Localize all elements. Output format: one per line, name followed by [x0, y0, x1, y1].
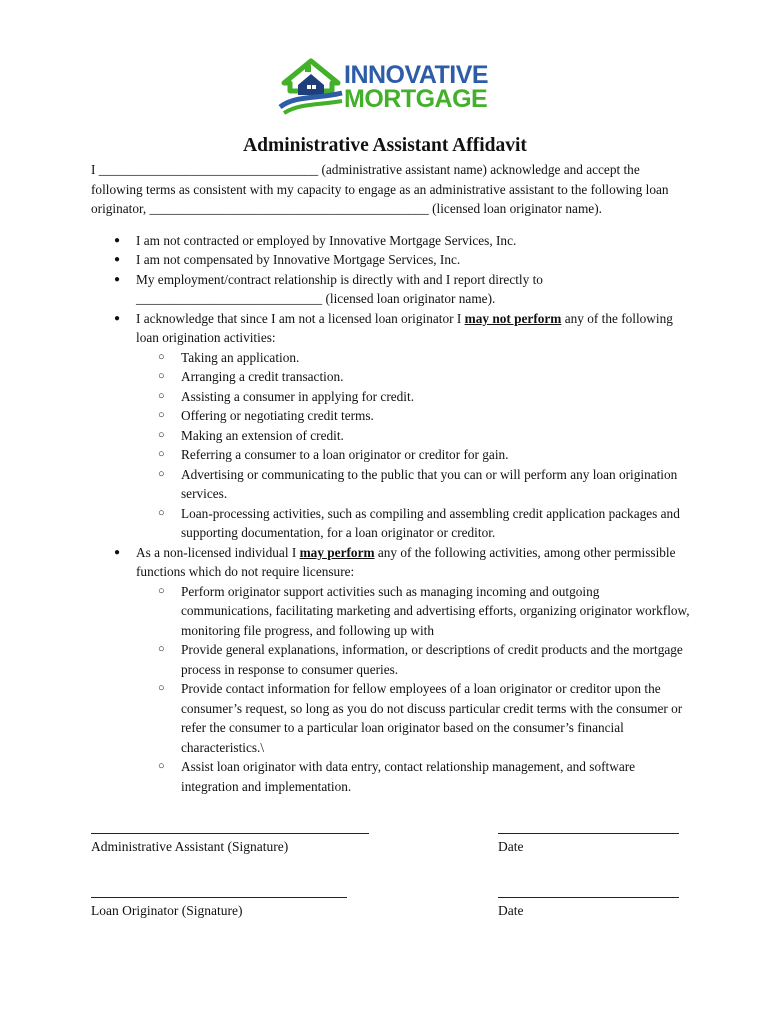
logo-line1: INNOVATIVE	[344, 61, 489, 89]
assistant-signature-line[interactable]	[91, 833, 369, 834]
list-item: ○ Assisting a consumer in applying for credit.	[181, 387, 691, 407]
list-text: any of the following loan origination activities:	[136, 310, 673, 345]
list-item: ○ Loan-processing activities, such as compiling and assembling credit application packages and supporting documentation, for a loan originator or creditor.	[181, 504, 691, 543]
prohibited-activities-list	[136, 348, 691, 543]
date-line-2[interactable]	[498, 897, 679, 898]
logo-line2: MORTGAGE	[344, 85, 488, 113]
list-item: ○ Making an extension of credit.	[181, 426, 691, 446]
list-item: ○ Taking an application.	[181, 348, 691, 368]
list-item: ○ Offering or negotiating credit terms.	[181, 406, 691, 426]
list-item: ○ Assist loan originator with data entry, contact relationship management, and software integration and implementation.	[181, 757, 691, 796]
list-item: ○ Perform originator support activities such as managing incoming and outgoing communications, facilitating marketing and advertising efforts, organizing originator workflow, monitoring file progress, and following up with	[181, 582, 691, 641]
list-text: As a non-licensed individual I	[136, 544, 300, 560]
originator-signature-label: Loan Originator (Signature)	[91, 903, 243, 918]
emphasis-text: may not perform	[464, 310, 562, 326]
list-item: ● I am not contracted or employed by Innovative Mortgage Services, Inc.	[136, 231, 691, 251]
company-logo	[278, 57, 494, 115]
originator-signature-line[interactable]	[91, 897, 347, 898]
list-item: ○ Arranging a credit transaction.	[181, 367, 691, 387]
house-with-road-icon	[278, 57, 344, 115]
assistant-signature-label: Administrative Assistant (Signature)	[91, 839, 289, 854]
affidavit-body	[91, 160, 691, 796]
terms-list	[91, 231, 691, 797]
list-item: ○ Advertising or communicating to the public that you can or will perform any loan origination services.	[181, 465, 691, 504]
permitted-activities-list	[136, 582, 691, 797]
emphasis-text: may perform	[299, 544, 375, 560]
date-label-2: Date	[498, 903, 524, 918]
list-item	[136, 543, 691, 797]
list-text: any of the following activities, among other permissible functions which do not require licensure:	[136, 544, 676, 579]
list-item: ○ Provide contact information for fellow employees of a loan originator or creditor upon the consumer’s request, so long as you do not discuss particular credit terms with the consumer or refer the consumer to a particular loan originator based on the consumer’s financial characteristics.\	[181, 679, 691, 757]
list-text: I acknowledge that since I am not a licensed loan originator I	[136, 310, 465, 326]
document-title: Administrative Assistant Affidavit	[243, 135, 527, 156]
list-item: ○ Provide general explanations, information, or descriptions of credit products and the mortgage process in response to consumer queries.	[181, 640, 691, 679]
list-item: ● I am not compensated by Innovative Mortgage Services, Inc.	[136, 250, 691, 270]
list-item: ● My employment/contract relationship is directly with and I report directly to ____________________________ (licensed loan originator name).	[136, 270, 691, 309]
list-item	[136, 309, 691, 543]
list-item: ○ Referring a consumer to a loan originator or creditor for gain.	[181, 445, 691, 465]
date-line-1[interactable]	[498, 833, 679, 834]
date-label-1: Date	[498, 839, 524, 854]
intro-paragraph: I _________________________________ (administrative assistant name) acknowledge and accept the following terms as consistent with my capacity to engage as an administrative assistant to the following loan originator, __________________________________________ (licensed loan originator name).	[91, 162, 669, 216]
